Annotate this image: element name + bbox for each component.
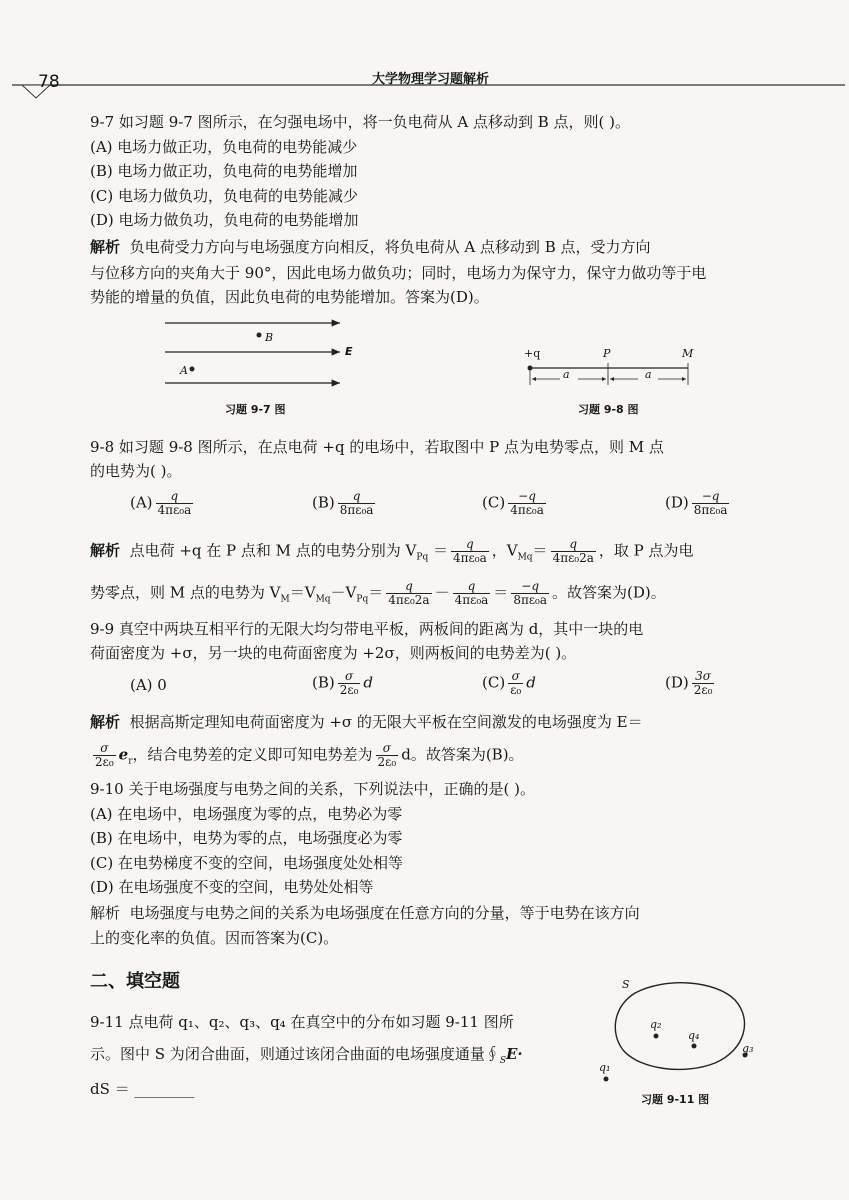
label-q2: q₂ (650, 1018, 662, 1031)
question-9-11-line2 (90, 1044, 523, 1071)
running-title: 大学物理学习题解析 (372, 72, 490, 87)
option-label: (B) (312, 493, 335, 512)
question-9-8-stem1: 9-8 如习题 9-8 图所示，在点电荷 +q 的电场中，若取图中 P 点为电势零点，则 M 点 (90, 438, 664, 456)
label-m: M (682, 347, 694, 360)
frac-den: 4πε₀a (510, 503, 544, 517)
label-q3: q₃ (742, 1042, 754, 1055)
question-9-9-stem2: 荷面密度为 +σ，另一块的电荷面密度为 +2σ，则两板间的电势差为( )。 (90, 644, 577, 662)
figure-9-11 (595, 975, 775, 1085)
question-text: E· (506, 1045, 523, 1063)
frac-num: q (451, 538, 489, 552)
option-9-8-b (312, 490, 378, 517)
label-plus-q: +q (524, 347, 541, 360)
option-label: (D) (665, 493, 689, 512)
unit-vector: e (118, 745, 129, 764)
frac-num: −q (511, 580, 549, 594)
option-9-8-d (665, 490, 732, 517)
analysis-label: 解析 (90, 541, 121, 560)
analysis-label: 解析 (90, 904, 121, 922)
option-9-10-a: (A) 在电场中，电场强度为零的点，电势必为零 (90, 805, 403, 823)
analysis-text: 根据高斯定理知电荷面密度为 +σ 的无限大平板在空间激发的电场强度为 E＝ (129, 713, 643, 731)
label-q1: q₁ (599, 1061, 611, 1074)
frac-den: 2ε₀ (339, 683, 359, 697)
analysis-9-9-line1 (90, 712, 643, 732)
figure-9-8 (520, 355, 710, 390)
analysis-text: 势零点，则 M 点的电势为 V (90, 583, 281, 602)
option-tail: d (363, 673, 374, 692)
option-tail: d (526, 673, 536, 692)
analysis-text: ，V (491, 541, 518, 560)
analysis-9-10-line2: 上的变化率的负值。因而答案为(C)。 (90, 929, 339, 947)
option-label: (D) (665, 673, 689, 692)
analysis-text: 负电荷受力方向与电场强度方向相反，将负电荷从 A 点移动到 B 点，受力方向 (129, 238, 651, 256)
label-e: E (345, 345, 353, 358)
frac-num: σ (508, 670, 523, 684)
analysis-text: ，结合电势差的定义即可知电势差为 (132, 745, 373, 764)
label-a-right: a (645, 368, 652, 381)
label-p: P (603, 347, 611, 360)
label-s: S (622, 978, 630, 991)
option-label: (C) (482, 673, 506, 692)
label-a-left: a (563, 368, 570, 381)
frac-den: 8πε₀a (693, 503, 728, 517)
option-label: (A) (130, 493, 153, 512)
option-9-9-a: (A) 0 (130, 676, 167, 694)
analysis-label: 解析 (90, 238, 121, 256)
frac-den: 4πε₀a (454, 593, 489, 607)
frac-den: 4πε₀2a (552, 551, 594, 565)
analysis-9-7-line3: 势能的增量的负值，因此负电荷的电势能增加。答案为(D)。 (90, 288, 489, 306)
option-a: (A) 电场力做正功，负电荷的电势能减少 (90, 138, 358, 156)
analysis-text: 。故答案为(D)。 (552, 583, 666, 602)
frac-den: 8πε₀a (513, 593, 548, 607)
frac-num: −q (508, 490, 546, 504)
option-9-9-d (665, 670, 717, 697)
option-label: (C) (482, 493, 506, 512)
frac-num: σ (338, 670, 361, 684)
analysis-text: ，取 P 点为电 (598, 541, 694, 560)
analysis-9-9-line2: $\frac{\sigma}{\text{2ε₀}}$ $e_r$，结合电势差的定义即可知电势差为 $\frac{\sigma}{\text{2ε₀}}$ d。故答案为(B)。 (95, 741, 524, 769)
analysis-9-8-line2: 势零点，则 M 点的电势为 $V_M=V_{Mq}-V_{Pq}=$ $\frac{q}{\text{4πε₀2a}}$ － $\frac{q}{\text{4πε₀a}}$ ＝ $\frac{-q}{\text{8πε₀a}}$ 。故答案为(D)。 (90, 579, 666, 607)
analysis-label: 解析 (90, 713, 121, 731)
frac-den: 4πε₀a (453, 551, 487, 565)
option-9-9-b (312, 670, 373, 697)
analysis-text: 电场强度与电势之间的关系为电场强度在任意方向的分量，等于电势在该方向 (129, 904, 640, 922)
frac-num: q (551, 538, 596, 552)
analysis-9-8-line1: 解析 点电荷 +q 在 P 点和 M 点的电势分别为 $V_{Pq}$ ＝ $\frac{q}{\text{4πε₀a}}$ ，$V_{Mq}=$ $\frac{q}{\text{4πε₀2a}}$ ，取 P 点为电 (90, 537, 694, 565)
question-9-11-line3: dS ＝ ________ (90, 1080, 195, 1098)
frac-num: q (386, 580, 431, 594)
option-b: (B) 电场力做正功，负电荷的电势能增加 (90, 162, 358, 180)
analysis-text: 点电荷 +q 在 P 点和 M 点的电势分别为 V (129, 541, 417, 560)
frac-num: −q (692, 490, 730, 504)
frac-num: q (338, 490, 376, 504)
analysis-9-7-line1 (90, 237, 651, 257)
analysis-text: d。故答案为(B)。 (401, 745, 524, 764)
frac-den: 2ε₀ (95, 755, 114, 769)
frac-num: q (156, 490, 194, 504)
figure-9-7-caption: 习题 9-7 图 (225, 403, 286, 416)
frac-den: 4πε₀2a (388, 593, 430, 607)
frac-den: 2ε₀ (693, 683, 713, 697)
section-title: 二、填空题 (90, 971, 180, 992)
figure-9-8-caption: 习题 9-8 图 (578, 403, 639, 416)
figure-9-11-caption: 习题 9-11 图 (641, 1093, 710, 1106)
frac-num: σ (93, 742, 116, 756)
option-9-8-c (482, 490, 549, 517)
label-a: A (180, 364, 188, 377)
option-label: (B) (312, 673, 335, 692)
option-9-10-c: (C) 在电势梯度不变的空间，电场强度处处相等 (90, 854, 403, 872)
option-9-10-b: (B) 在电场中，电势为零的点，电场强度必为零 (90, 829, 403, 847)
question-9-10-stem: 9-10 关于电场强度与电势之间的关系，下列说法中，正确的是( )。 (90, 780, 535, 798)
frac-num: 3σ (692, 670, 715, 684)
option-d: (D) 电场力做负功，负电荷的电势能增加 (90, 211, 359, 229)
question-9-7-stem: 9-7 如习题 9-7 图所示，在匀强电场中，将一负电荷从 A 点移动到 B 点，则( )。 (90, 113, 631, 131)
option-9-9-c (482, 670, 536, 697)
frac-den: 4πε₀a (157, 503, 192, 517)
surface-subscript: S (499, 1056, 506, 1066)
analysis-9-7-line2: 与位移方向的夹角大于 90°，因此电场力做负功；同时，电场力为保守力，保守力做功等于电 (90, 264, 707, 282)
option-9-8-a (130, 490, 196, 517)
frac-den: ε₀ (510, 683, 522, 697)
page-number: 78 (38, 72, 60, 92)
figure-9-7 (160, 315, 360, 395)
option-9-10-d: (D) 在电场强度不变的空间，电势处处相等 (90, 878, 374, 896)
question-9-8-stem2: 的电势为( )。 (90, 462, 182, 480)
frac-den: 2ε₀ (377, 755, 397, 769)
frac-den: 8πε₀a (339, 503, 374, 517)
question-9-9-stem1: 9-9 真空中两块互相平行的无限大均匀带电平板，两板间的距离为 d，其中一块的电 (90, 620, 644, 638)
frac-num: q (453, 580, 491, 594)
question-9-11-line1: 9-11 点电荷 q₁、q₂、q₃、q₄ 在真空中的分布如习题 9-11 图所 (90, 1013, 514, 1031)
frac-num: σ (376, 742, 399, 756)
option-c: (C) 电场力做负功，负电荷的电势能减少 (90, 187, 358, 205)
label-b: B (265, 331, 274, 344)
analysis-9-10-line1 (90, 903, 640, 923)
question-text: 示。图中 S 为闭合曲面，则通过该闭合曲面的电场强度通量∮ (90, 1045, 500, 1063)
label-q4: q₄ (688, 1029, 700, 1042)
